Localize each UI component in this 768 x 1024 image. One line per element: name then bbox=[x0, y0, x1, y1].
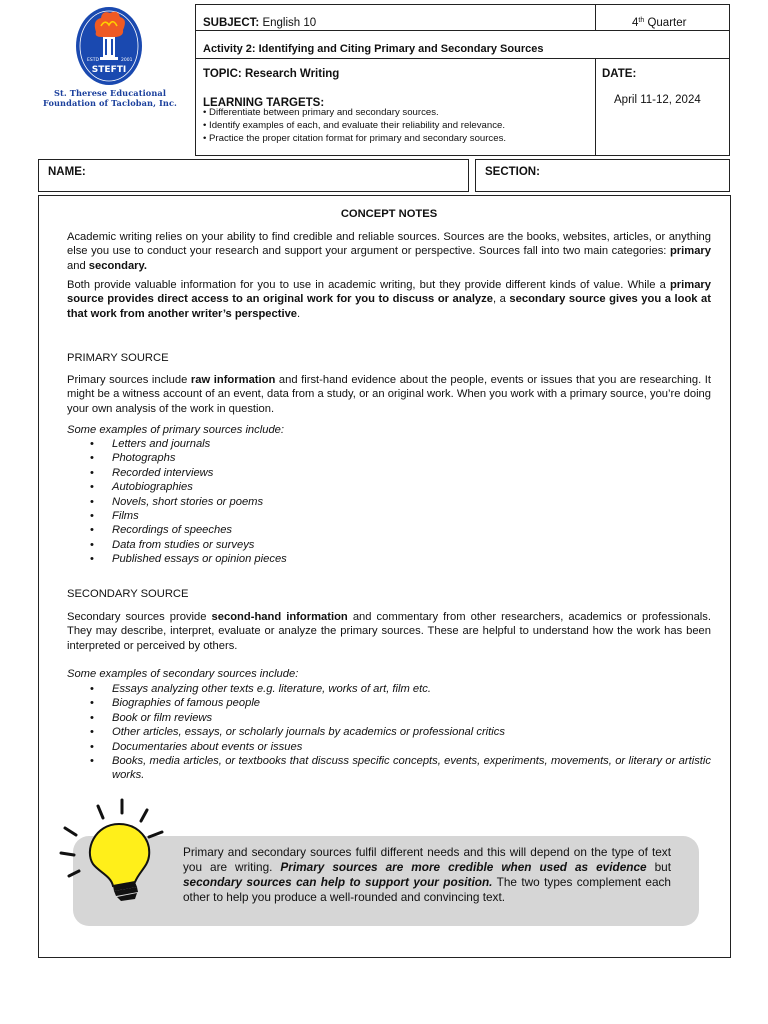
secondary-examples-list bbox=[67, 682, 711, 783]
header-row-activity bbox=[196, 31, 729, 59]
list-item: • Published essays or opinion pieces bbox=[67, 552, 711, 566]
concept-notes-title: CONCEPT NOTES bbox=[340, 208, 438, 220]
school-logo bbox=[30, 6, 190, 112]
list-item: • Novels, short stories or poems bbox=[67, 495, 711, 509]
primary-paragraph: Primary sources include raw information and first-hand evidence about the people, events or issues that you are researching. It might be a witness account of an event, data from a study, or an original work. When you work with a primary source, you’re doing your own analysis of the work in question. bbox=[67, 374, 712, 415]
list-item: • Letters and journals bbox=[67, 437, 711, 451]
activity-title: Activity 2: Identifying and Citing Primary and Secondary Sources bbox=[203, 43, 544, 55]
primary-examples-list bbox=[67, 437, 711, 567]
learning-targets-list bbox=[203, 107, 506, 146]
primary-examples-intro: Some examples of primary sources include: bbox=[67, 424, 285, 436]
svg-text:STEFTI: STEFTI bbox=[91, 65, 127, 75]
svg-text:ESTD: ESTD bbox=[87, 58, 99, 63]
name-label: NAME: bbox=[48, 166, 86, 178]
list-item: • Recorded interviews bbox=[67, 466, 711, 480]
learning-targets-label: LEARNING TARGETS: bbox=[203, 97, 325, 109]
quarter: 4th Quarter bbox=[632, 17, 687, 29]
list-item: • Essays analyzing other texts e.g. literature, works of art, film etc. bbox=[67, 682, 711, 696]
list-item: • Other articles, essays, or scholarly journals by academics or professional critics bbox=[67, 725, 711, 739]
list-item: • Book or film reviews bbox=[67, 711, 711, 725]
list-item: • Photographs bbox=[67, 451, 711, 465]
subject: SUBJECT: English 10 bbox=[203, 17, 317, 29]
primary-source-heading: PRIMARY SOURCE bbox=[67, 352, 169, 364]
secondary-source-heading: SECONDARY SOURCE bbox=[67, 588, 189, 600]
date-value: April 11-12, 2024 bbox=[614, 94, 701, 106]
secondary-paragraph: Secondary sources provide second-hand information and commentary from other researchers, academics or professionals. They may describe, interpret, evaluate or analyze the primary sources. These are helpful to understand how the work has been interpreted or perceived by others. bbox=[67, 611, 711, 652]
secondary-examples-intro: Some examples of secondary sources include: bbox=[67, 668, 299, 680]
tip-text: Primary and secondary sources fulfil different needs and this will depend on the type of text you are writing. Primary sources are more credible when used as evidence but secondary sources can help to support your position. The two types complement each other to help you produce a well-rounded and convincing text. bbox=[183, 845, 671, 904]
topic: TOPIC: Research Writing bbox=[203, 68, 340, 80]
list-item: • Autobiographies bbox=[67, 480, 711, 494]
list-item: • Films bbox=[67, 509, 711, 523]
school-seal-icon bbox=[74, 6, 144, 86]
list-item: • Data from studies or surveys bbox=[67, 538, 711, 552]
learning-target: • Identify examples of each, and evaluate their reliability and relevance. bbox=[203, 119, 506, 131]
list-item: • Books, media articles, or textbooks that discuss specific concepts, events, experiments, movements, or literary or artistic works. bbox=[67, 754, 711, 783]
list-item: • Biographies of famous people bbox=[67, 696, 711, 710]
learning-target: • Practice the proper citation format for primary and secondary sources. bbox=[203, 132, 507, 144]
section-field[interactable] bbox=[475, 159, 730, 192]
concept-notes-box bbox=[38, 195, 731, 958]
date-label: DATE: bbox=[602, 68, 637, 80]
header-table bbox=[195, 4, 730, 156]
section-label: SECTION: bbox=[485, 166, 540, 178]
school-name: St. Therese Educational Foundation of Tacloban, Inc. bbox=[42, 88, 178, 108]
intro-paragraph: Academic writing relies on your ability to find credible and reliable sources. Sources are the books, websites, articles, or anything else you use to conduct your research and support your argument or perspective. Sources fall into two main categories: primary and secondary. bbox=[67, 231, 711, 272]
learning-target: • Differentiate between primary and secondary sources. bbox=[203, 107, 439, 118]
svg-text:2001: 2001 bbox=[121, 58, 133, 63]
header-row-subject bbox=[196, 5, 729, 31]
value-paragraph: Both provide valuable information for you to use in academic writing, but they provide different kinds of value. While a primary source provides direct access to an original work for you to discuss or analyze, a secondary source gives you a look at that work from another writer’s perspective. bbox=[67, 279, 711, 320]
name-field[interactable] bbox=[38, 159, 469, 192]
list-item: • Recordings of speeches bbox=[67, 523, 711, 537]
list-item: • Documentaries about events or issues bbox=[67, 740, 711, 754]
lightbulb-icon bbox=[59, 796, 174, 910]
